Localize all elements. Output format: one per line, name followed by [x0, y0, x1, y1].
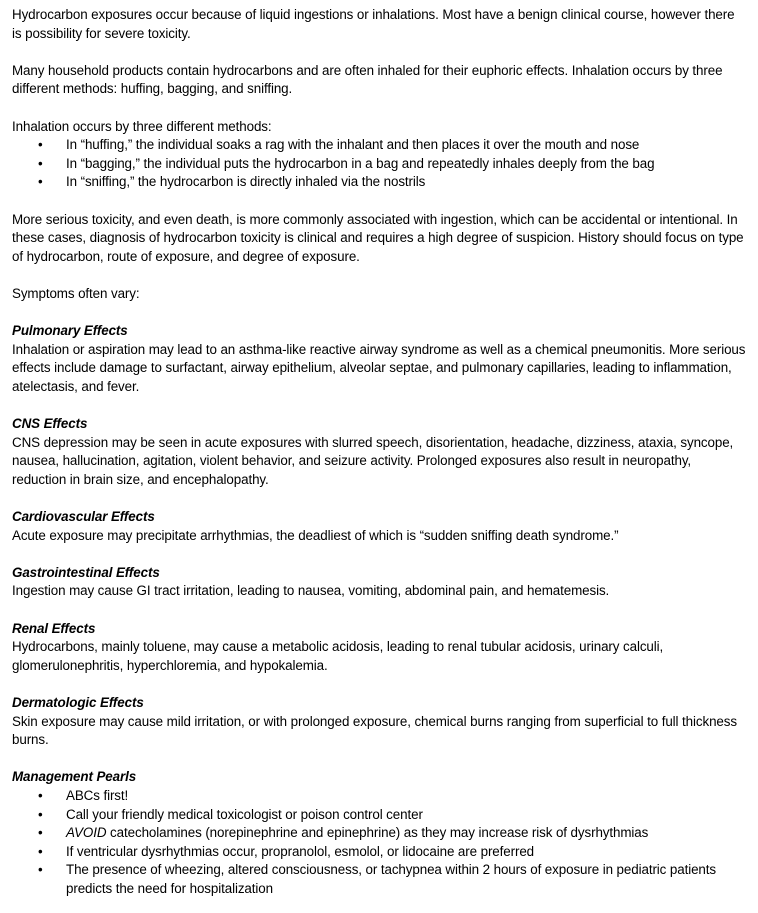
section-text: Acute exposure may precipitate arrhythmias, the deadliest of which is “sudden sniffing death syndrome.”	[12, 527, 619, 543]
list-item	[12, 861, 746, 898]
bullet-icon: •	[38, 155, 43, 171]
bullet-icon: •	[38, 174, 43, 190]
bullet-icon: •	[38, 137, 43, 153]
list-item	[12, 843, 746, 862]
list-item	[12, 787, 746, 806]
list-item	[12, 155, 746, 174]
section-heading: Pulmonary Effects	[12, 323, 128, 339]
list-item	[12, 806, 746, 825]
list-item-text: The presence of wheezing, altered consciousness, or tachypnea within 2 hours of exposure in pediatric patients predicts the need for hospitalization	[66, 862, 716, 896]
list-item-text: Call your friendly medical toxicologist or poison control center	[66, 806, 423, 822]
list-item	[12, 173, 746, 192]
household-paragraph: Many household products contain hydrocarbons and are often inhaled for their euphoric effects. Inhalation occurs by three different methods: huffing, bagging, and sniffing.	[12, 62, 723, 97]
cns-effects-section	[12, 415, 746, 489]
section-heading: Management Pearls	[12, 769, 137, 785]
section-text: Ingestion may cause GI tract irritation, leading to nausea, vomiting, abdominal pain, and hematemesis.	[12, 583, 610, 599]
list-item-text: If ventricular dysrhythmias occur, propranolol, esmolol, or lidocaine are preferred	[66, 843, 535, 859]
section-heading: Cardiovascular Effects	[12, 509, 155, 525]
bullet-icon: •	[38, 787, 43, 803]
cardiovascular-effects-section	[12, 508, 746, 545]
serious-toxicity-paragraph: More serious toxicity, and even death, is more commonly associated with ingestion, which can be accidental or intentional. In these cases, diagnosis of hydrocarbon toxicity is clinical and requires a high degree of suspicion. History should focus on type of hydrocarbon, route of exposure, and degree of exposure.	[12, 211, 744, 264]
bullet-icon: •	[38, 862, 43, 878]
section-text: CNS depression may be seen in acute exposures with slurred speech, disorientation, headache, dizziness, ataxia, syncope, nausea, hallucination, agitation, violent behavior, and seizure activity. Prolonged exposures also result in neuropathy, reduction in brain size, and encephalopathy.	[12, 434, 734, 487]
list-item-text: catecholamines (norepinephrine and epinephrine) as they may increase risk of dysrhythmias	[106, 825, 649, 841]
list-item-text: In “huffing,” the individual soaks a rag with the inhalant and then places it over the mouth and nose	[66, 137, 640, 153]
section-heading: Renal Effects	[12, 620, 96, 636]
list-item-text: ABCs first!	[66, 787, 129, 803]
bullet-icon: •	[38, 825, 43, 841]
inhalation-methods-block	[12, 118, 746, 192]
methods-lead-text: Inhalation occurs by three different methods:	[12, 118, 272, 134]
pulmonary-effects-section	[12, 322, 746, 396]
list-item	[12, 136, 746, 155]
section-heading: Gastrointestinal Effects	[12, 564, 160, 580]
list-item-text: In “sniffing,” the hydrocarbon is directly inhaled via the nostrils	[66, 174, 426, 190]
section-text: Skin exposure may cause mild irritation, or with prolonged exposure, chemical burns ranging from superficial to full thickness burns.	[12, 713, 737, 748]
management-pearls-section	[12, 768, 746, 898]
avoid-emphasis: AVOID	[66, 825, 107, 841]
inhalation-methods-list	[12, 136, 746, 192]
bullet-icon: •	[38, 843, 43, 859]
bullet-icon: •	[38, 806, 43, 822]
section-heading: Dermatologic Effects	[12, 694, 144, 710]
gastrointestinal-effects-section	[12, 564, 746, 601]
management-pearls-list	[12, 787, 746, 899]
list-item	[12, 824, 746, 843]
intro-paragraph: Hydrocarbon exposures occur because of liquid ingestions or inhalations. Most have a benign clinical course, however there is possibility for severe toxicity.	[12, 7, 735, 41]
section-heading: CNS Effects	[12, 416, 88, 432]
renal-effects-section	[12, 620, 746, 676]
section-text: Hydrocarbons, mainly toluene, may cause a metabolic acidosis, leading to renal tubular acidosis, urinary calculi, glomerulonephritis, hyperchloremia, and hypokalemia.	[12, 639, 664, 673]
dermatologic-effects-section	[12, 694, 746, 750]
symptoms-lead: Symptoms often vary:	[12, 285, 140, 301]
list-item-text: In “bagging,” the individual puts the hydrocarbon in a bag and repeatedly inhales deeply from the bag	[66, 155, 655, 171]
section-text: Inhalation or aspiration may lead to an asthma-like reactive airway syndrome as well as a chemical pneumonitis. More serious effects include damage to surfactant, airway epithelium, alveolar septae, and pulmonary capillaries, leading to inflammation, atelectasis, and fever.	[12, 341, 746, 394]
